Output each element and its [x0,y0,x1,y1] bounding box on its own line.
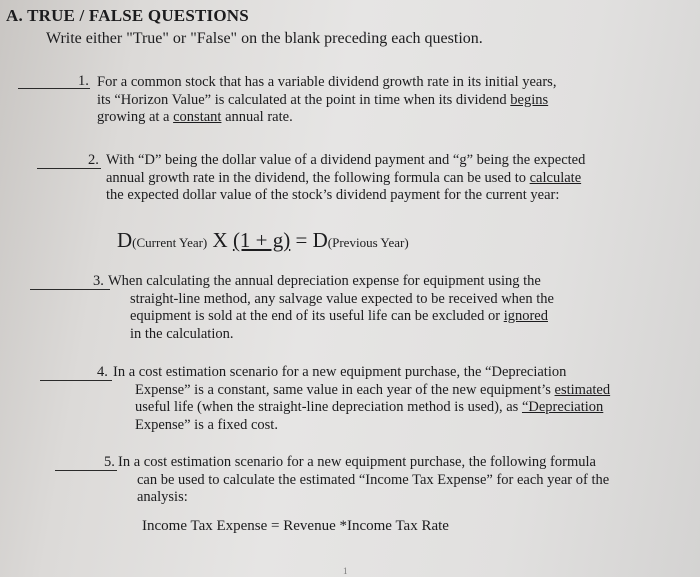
question-line: can be used to calculate the estimated “Income Tax Expense” for each year of the [137,471,610,488]
question-line: In a cost estimation scenario for a new equipment purchase, the “Depreciation [113,364,567,380]
question-text: growing at a [97,109,170,125]
question-line [106,170,585,188]
question-5 [118,454,609,507]
question-line: the expected dollar value of the stock’s dividend payment for the current year: [106,187,560,203]
question-line: In a cost estimation scenario for a new equipment purchase, the following formula [118,454,596,470]
question-text: useful life (when the straight-line depreciation method is used), as [135,399,519,415]
formula-sub-current: (Current Year) [132,235,208,250]
question-text: equipment is sold at the end of its useful life can be excluded or [130,308,501,324]
question-line: straight-line method, any salvage value expected to be received when the [130,290,554,307]
formula-sub-previous: (Previous Year) [327,235,409,250]
formula-equals: = [295,228,308,252]
question-line: For a common stock that has a variable dividend growth rate in its initial years, [97,74,557,90]
question-4 [113,364,610,434]
question-line [97,109,556,127]
formula-d-previous: D [312,228,328,252]
formula-times: X [212,228,228,252]
question-number: 3. [93,273,104,289]
question-line: analysis: [137,489,188,505]
question-1 [97,74,556,127]
question-line: Expense” is a fixed cost. [135,416,278,433]
underlined-word: constant [173,109,222,125]
question-number: 2. [88,152,99,168]
question-text: Expense” is a constant, same value in each year of the new equipment’s [135,381,551,398]
income-tax-formula: Income Tax Expense = Revenue *Income Tax Rate [142,518,449,534]
question-3 [108,273,554,343]
question-text: annual rate. [225,109,293,125]
question-line [97,92,556,110]
question-line: With “D” being the dollar value of a dividend payment and “g” being the expected [106,152,586,168]
question-line [113,382,610,400]
question-text: its “Horizon Value” is calculated at the point in time when its dividend [97,91,507,108]
underlined-word: “Depreciation [521,399,604,415]
section-heading: A. TRUE / FALSE QUESTIONS [6,6,249,25]
question-text: annual growth rate in the dividend, the following formula can be used to [106,169,526,186]
question-line [108,308,554,326]
question-line [113,399,610,417]
question-number: 1. [78,73,89,89]
question-number: 5. [104,454,115,470]
formula-d-current: D [117,228,133,252]
question-line: When calculating the annual depreciation expense for equipment using the [108,273,541,289]
formula-growth-factor: (1 + g) [232,228,291,252]
underlined-word: estimated [554,381,611,398]
underlined-word: ignored [503,308,548,324]
question-line: in the calculation. [130,325,234,342]
dividend-formula [117,228,409,253]
underlined-word: begins [510,91,549,108]
question-number: 4. [97,364,108,380]
instructions: Write either "True" or "False" on the blank preceding each question. [46,30,483,47]
underlined-word: calculate [529,169,582,186]
question-2 [106,152,585,205]
page-number: 1 [343,566,348,576]
